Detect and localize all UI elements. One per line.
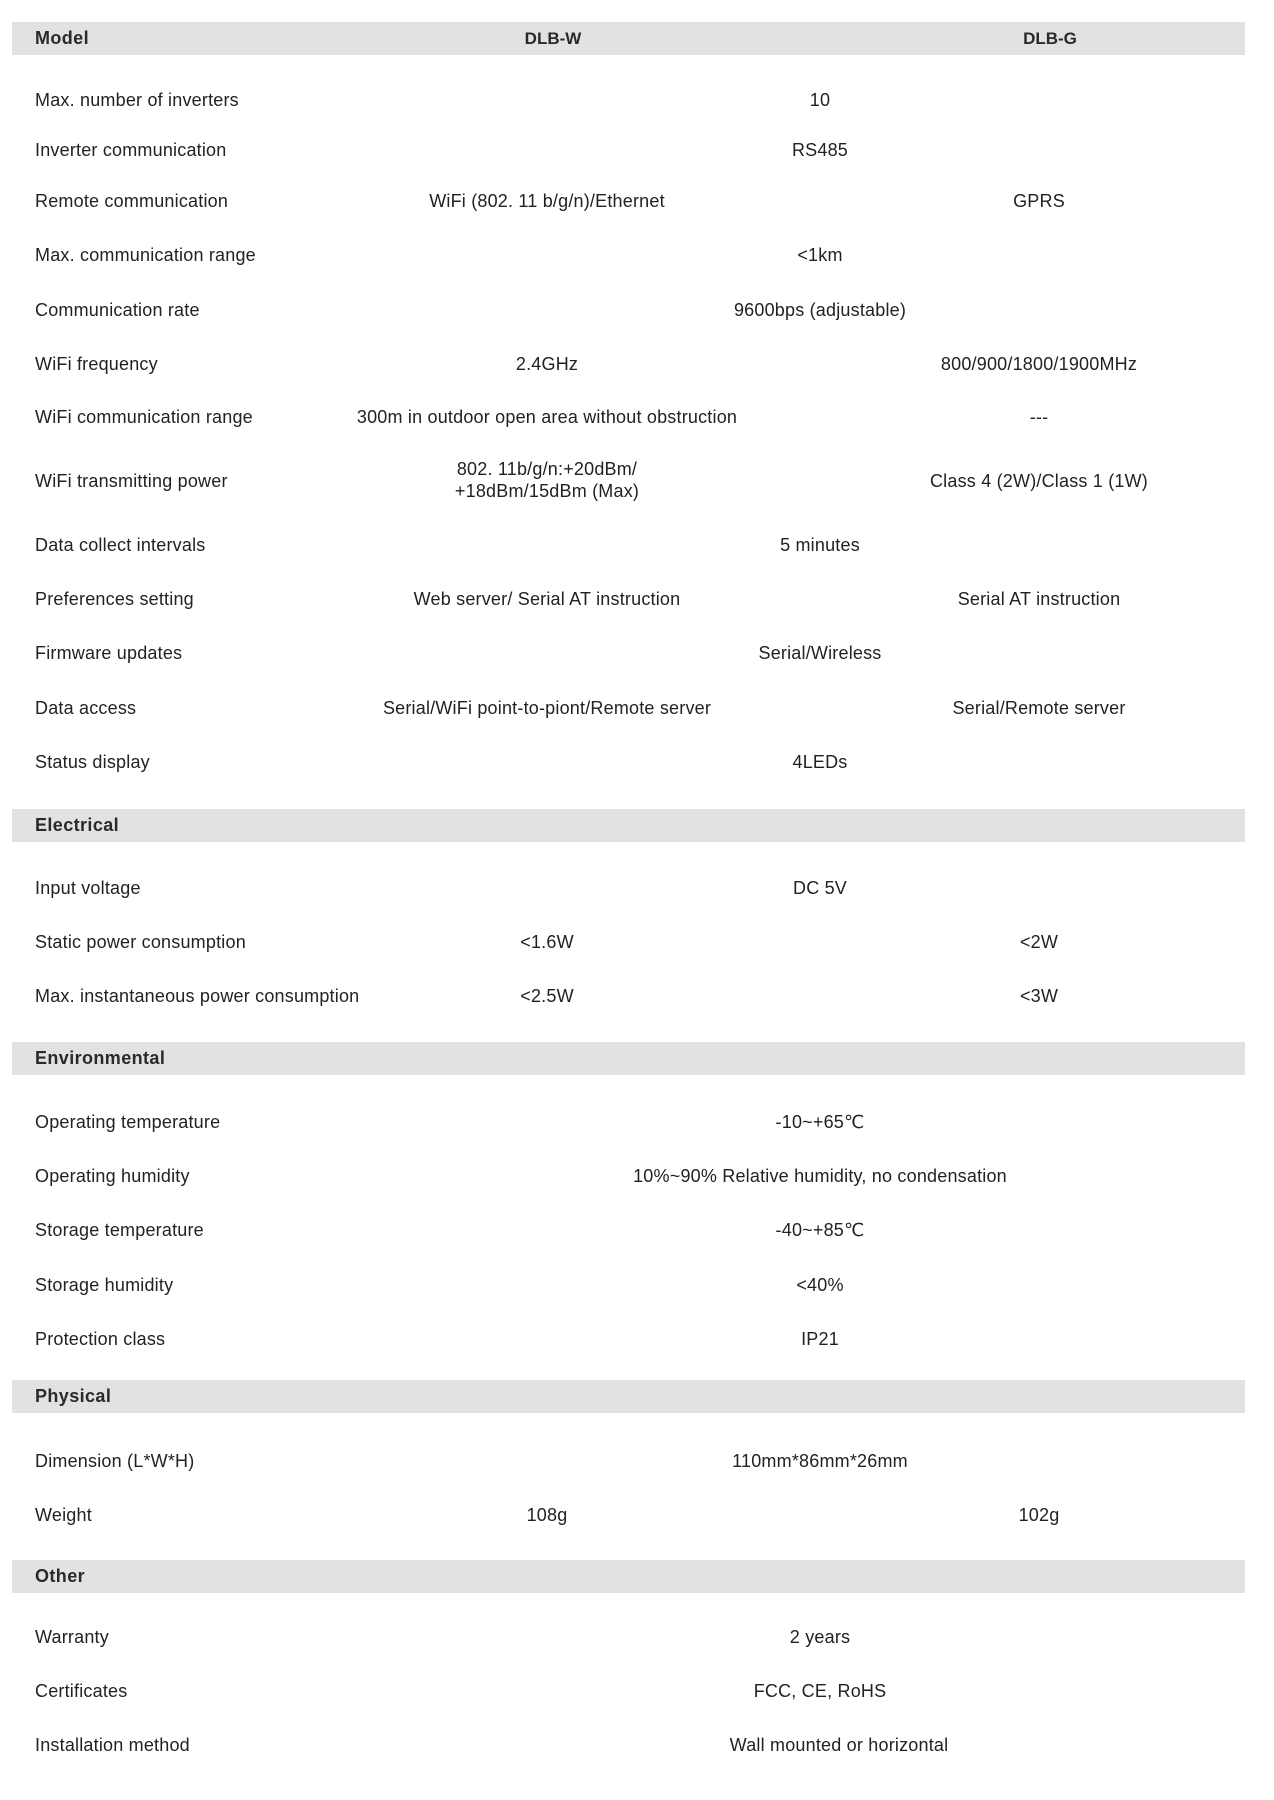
spec-label: Status display [35,752,150,772]
spec-value-both: DC 5V [792,878,848,898]
section-band-other [12,1560,1245,1593]
spec-label: Data collect intervals [35,535,206,555]
spec-label: Max. communication range [35,245,256,265]
spec-value-both: <40% [796,1275,844,1295]
spec-row [0,1733,1274,1757]
spec-label: Max. number of inverters [35,90,239,110]
section-band-electrical [12,809,1245,842]
spec-row [0,1679,1274,1703]
spec-value-dlb-w: 2.4GHz [515,354,579,374]
spec-value-both: -40~+85℃ [775,1220,865,1240]
spec-value-dlb-w-multiline [455,458,639,502]
spec-value-both: FCC, CE, RoHS [753,1681,887,1701]
spec-row [0,138,1274,162]
spec-row [0,1218,1274,1242]
spec-value-dlb-w: Serial/WiFi point-to-piont/Remote server [382,698,712,718]
spec-row [0,1625,1274,1649]
section-band-environmental [12,1042,1245,1075]
spec-row [0,1449,1274,1473]
spec-label: Warranty [35,1627,109,1647]
spec-label: Weight [35,1505,92,1525]
spec-label: WiFi transmitting power [35,471,228,491]
spec-value-both: RS485 [791,140,849,160]
spec-row [0,88,1274,112]
spec-label: Inverter communication [35,140,227,160]
spec-label: Certificates [35,1681,128,1701]
spec-label: Storage temperature [35,1220,204,1240]
spec-label: Preferences setting [35,589,194,609]
spec-label: Communication rate [35,300,200,320]
section-title-other: Other [35,1566,86,1586]
spec-row [0,641,1274,665]
spec-label: WiFi communication range [35,407,253,427]
spec-label: Remote communication [35,191,229,211]
spec-value-dlb-g: <2W [1019,932,1059,952]
spec-value-dlb-g: 800/900/1800/1900MHz [940,354,1138,374]
spec-value-both: -10~+65℃ [775,1112,865,1132]
spec-row [0,750,1274,774]
section-band-physical [12,1380,1245,1413]
spec-row [0,189,1274,213]
spec-label: Max. instantaneous power consumption [35,986,360,1006]
spec-value-both: IP21 [801,1329,839,1349]
spec-value-both: Wall mounted or horizontal [729,1735,949,1755]
spec-value-both: 9600bps (adjustable) [733,300,907,320]
spec-row [0,243,1274,267]
spec-value-dlb-w: Web server/ Serial AT instruction [413,589,681,609]
spec-value-dlb-g: --- [1029,407,1049,427]
spec-value-line: 802. 11b/g/n:+20dBm/ [456,459,638,479]
spec-label: Static power consumption [35,932,246,952]
spec-label: Storage humidity [35,1275,174,1295]
spec-value-dlb-g: 102g [1018,1505,1060,1525]
spec-value-dlb-g: Class 4 (2W)/Class 1 (1W) [929,471,1149,491]
spec-value-both: Serial/Wireless [758,643,882,663]
spec-value-dlb-w: WiFi (802. 11 b/g/n)/Ethernet [429,191,665,211]
spec-value-both: 10%~90% Relative humidity, no condensation [633,1166,1007,1186]
spec-value-dlb-g: <3W [1019,986,1059,1006]
spec-value-dlb-w: 300m in outdoor open area without obstruction [356,407,738,427]
spec-label: Protection class [35,1329,166,1349]
spec-label: WiFi frequency [35,354,158,374]
spec-row [0,459,1274,501]
spec-label: Data access [35,698,137,718]
spec-row [0,696,1274,720]
model-column-dlb-g: DLB-G [1023,29,1077,48]
spec-value-both: 10 [809,90,831,110]
spec-value-dlb-g: Serial AT instruction [957,589,1121,609]
spec-value-both: 4LEDs [792,752,848,772]
spec-value-dlb-w: <2.5W [520,986,574,1006]
spec-row [0,1110,1274,1134]
spec-value-dlb-w: <1.6W [520,932,574,952]
spec-row [0,984,1274,1008]
spec-value-dlb-g: Serial/Remote server [952,698,1126,718]
spec-row [0,587,1274,611]
section-title-physical: Physical [35,1386,112,1406]
model-header-label: Model [35,28,89,48]
spec-value-both: <1km [797,245,843,265]
spec-row [0,876,1274,900]
spec-value-both: 2 years [789,1627,851,1647]
spec-label: Firmware updates [35,643,183,663]
spec-value-both: 110mm*86mm*26mm [732,1451,908,1471]
spec-label: Operating humidity [35,1166,190,1186]
spec-row [0,298,1274,322]
section-title-environmental: Environmental [35,1048,166,1068]
spec-row [0,352,1274,376]
spec-row [0,1327,1274,1351]
spec-row [0,1273,1274,1297]
spec-row [0,533,1274,557]
spec-label: Dimension (L*W*H) [35,1451,195,1471]
spec-label: Installation method [35,1735,190,1755]
spec-value-dlb-w: 108g [526,1505,568,1525]
spec-label: Operating temperature [35,1112,221,1132]
spec-row [0,405,1274,429]
spec-value-dlb-g: GPRS [1013,191,1065,211]
spec-value-line: +18dBm/15dBm (Max) [454,481,640,501]
section-title-electrical: Electrical [35,815,120,835]
model-column-dlb-w: DLB-W [524,29,582,48]
spec-row [0,1503,1274,1527]
spec-value-both: 5 minutes [780,535,860,555]
spec-row [0,930,1274,954]
spec-row [0,1164,1274,1188]
spec-label: Input voltage [35,878,141,898]
